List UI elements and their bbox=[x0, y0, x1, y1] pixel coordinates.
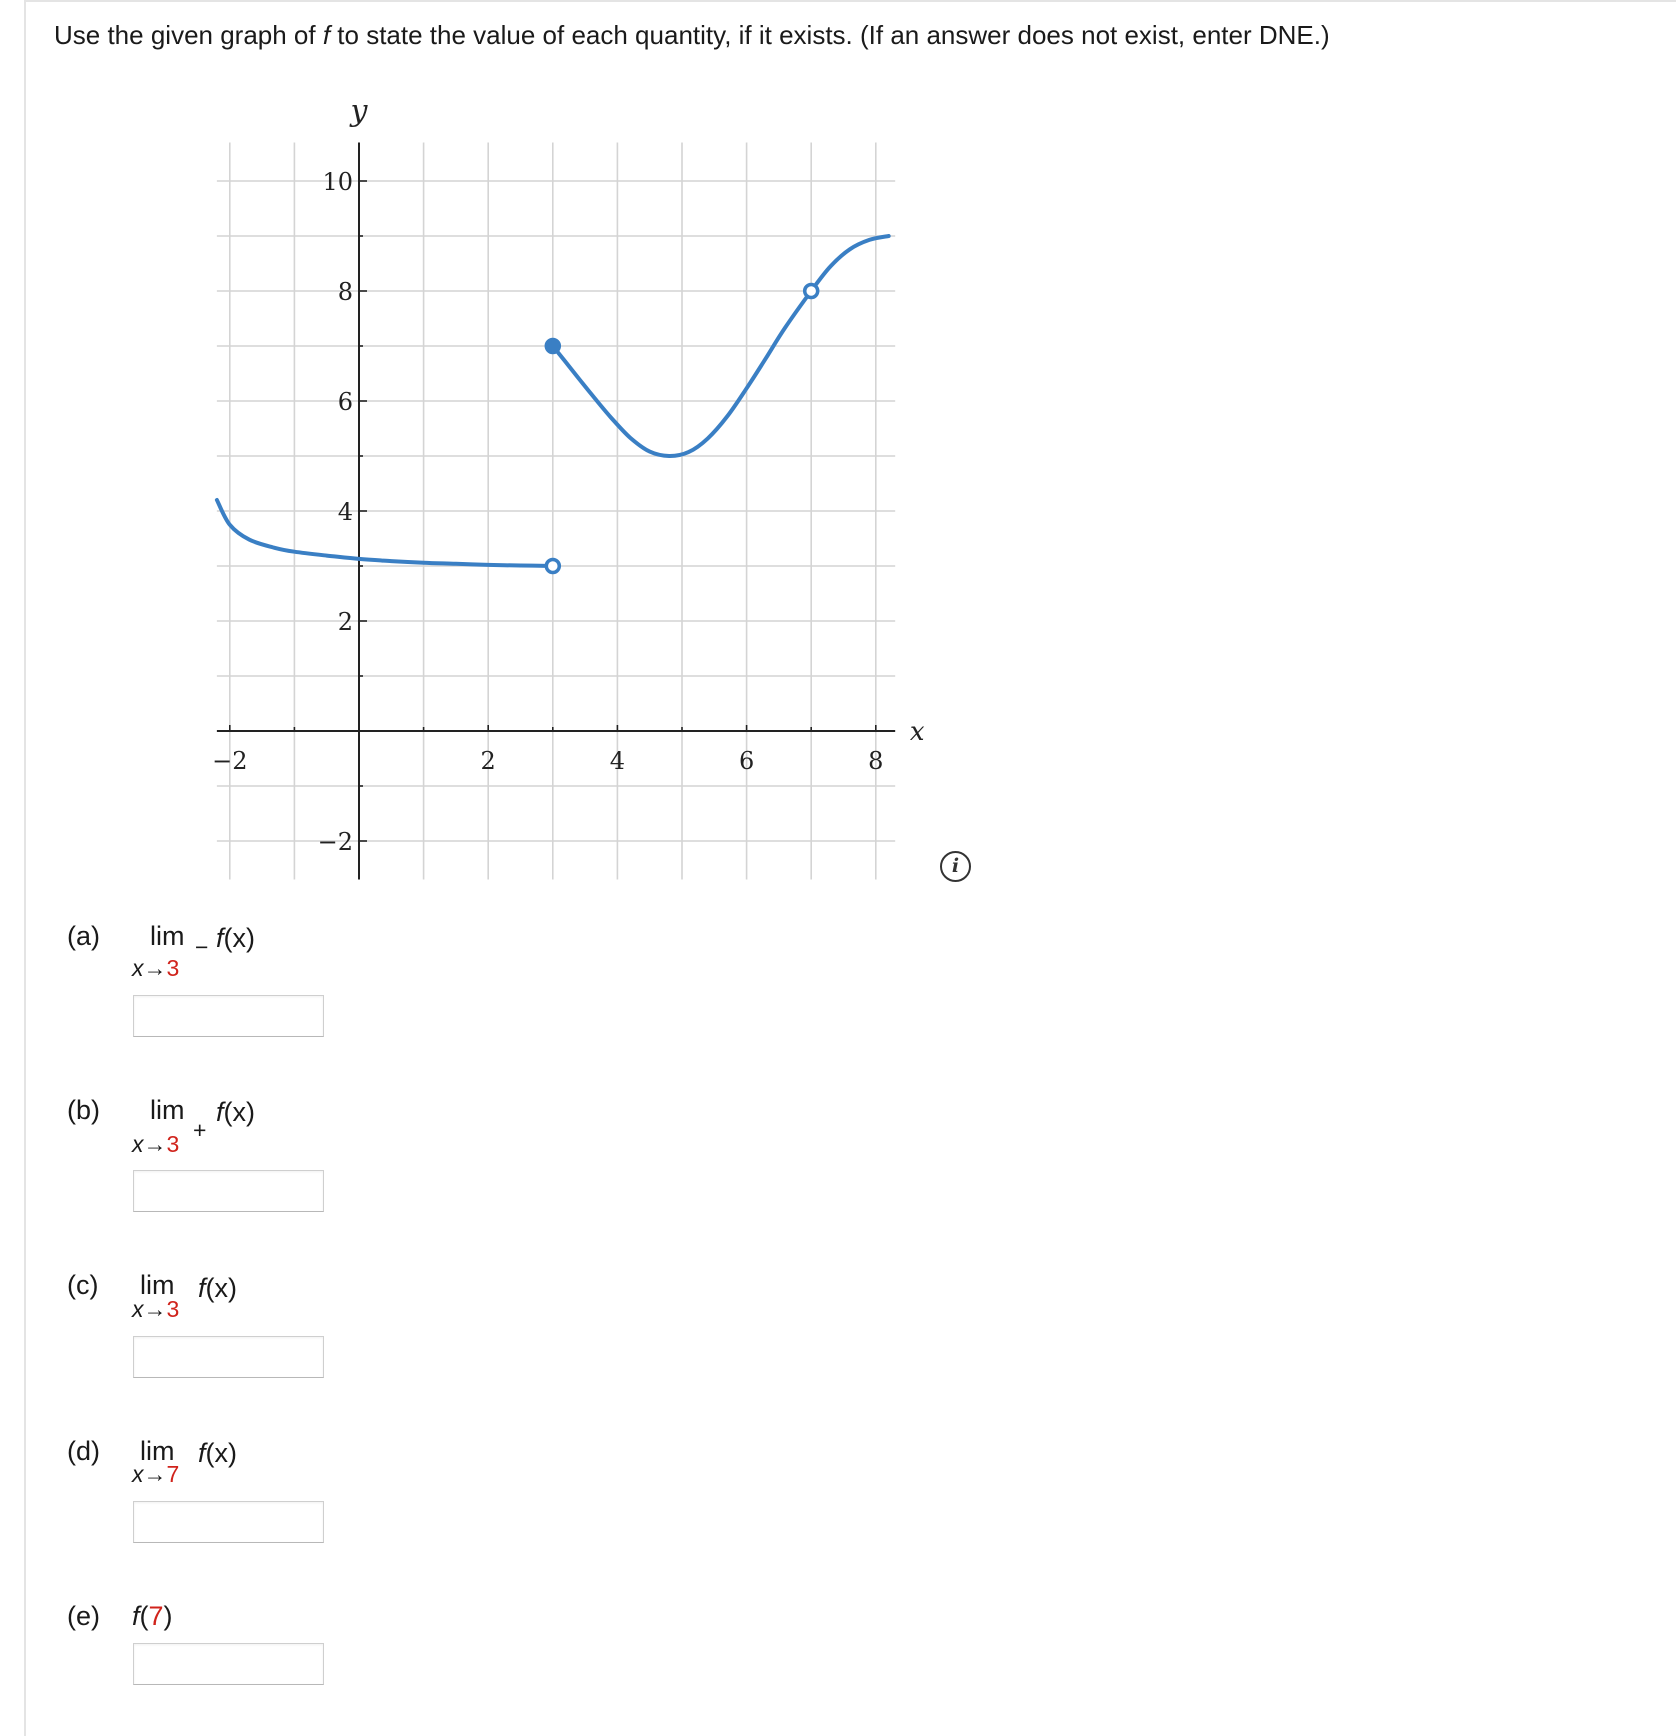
part-b-label: (b) bbox=[67, 1095, 100, 1125]
y-tick-label: 4 bbox=[337, 498, 353, 526]
part-d-label: (d) bbox=[67, 1436, 100, 1466]
part-b-subscript: x→3 bbox=[132, 1131, 180, 1157]
y-tick-label: 10 bbox=[322, 168, 353, 196]
part-b-side-marker: + bbox=[193, 1117, 207, 1143]
y-tick-label: −2 bbox=[317, 828, 353, 856]
part-a-side-marker: − bbox=[195, 934, 209, 960]
y-tick-label: 6 bbox=[337, 388, 353, 416]
part-d-answer-input[interactable] bbox=[133, 1501, 324, 1543]
part-d-subscript: x→7 bbox=[132, 1461, 180, 1487]
part-a-lim: lim bbox=[150, 921, 185, 951]
function-graph bbox=[200, 90, 980, 910]
x-tick-label: 6 bbox=[738, 747, 755, 775]
x-tick-label: −2 bbox=[212, 747, 248, 775]
part-d-lim: lim bbox=[140, 1436, 175, 1466]
part-c-subscript: x→3 bbox=[132, 1296, 180, 1322]
part-c-lim: lim bbox=[140, 1270, 175, 1300]
x-tick-label: 4 bbox=[609, 747, 626, 775]
part-b-answer-input[interactable] bbox=[133, 1170, 324, 1212]
page-left-border bbox=[24, 0, 26, 1736]
part-e-label: (e) bbox=[67, 1601, 100, 1631]
part-d-function: f(x) bbox=[198, 1438, 237, 1468]
y-tick-label: 8 bbox=[337, 278, 353, 306]
part-a-subscript: x→3 bbox=[132, 955, 180, 981]
part-c-label: (c) bbox=[67, 1270, 99, 1300]
open-dot bbox=[546, 560, 559, 573]
x-tick-label: 8 bbox=[868, 747, 884, 775]
x-axis-label: x bbox=[909, 717, 925, 747]
x-tick-label: 2 bbox=[480, 747, 496, 775]
part-c-function: f(x) bbox=[198, 1273, 237, 1303]
part-e-answer-input[interactable] bbox=[133, 1643, 324, 1685]
question-prompt: Use the given graph of f to state the value of each quantity, if it exists. (If an answer does not exist, enter DNE.) bbox=[54, 20, 1330, 50]
y-axis-label: y bbox=[350, 93, 368, 129]
info-icon[interactable]: i bbox=[940, 851, 971, 882]
part-a-answer-input[interactable] bbox=[133, 995, 324, 1037]
page-top-border bbox=[24, 0, 1676, 2]
part-a-label: (a) bbox=[67, 921, 100, 951]
y-tick-label: 2 bbox=[337, 608, 353, 636]
closed-dot bbox=[546, 340, 559, 353]
part-e-function-value: f(7) bbox=[132, 1601, 173, 1631]
open-dot bbox=[805, 285, 818, 298]
part-b-lim: lim bbox=[150, 1095, 185, 1125]
part-a-function: f(x) bbox=[216, 923, 255, 953]
part-c-answer-input[interactable] bbox=[133, 1336, 324, 1378]
function-curve-1 bbox=[217, 500, 553, 566]
part-b-function: f(x) bbox=[216, 1097, 255, 1127]
